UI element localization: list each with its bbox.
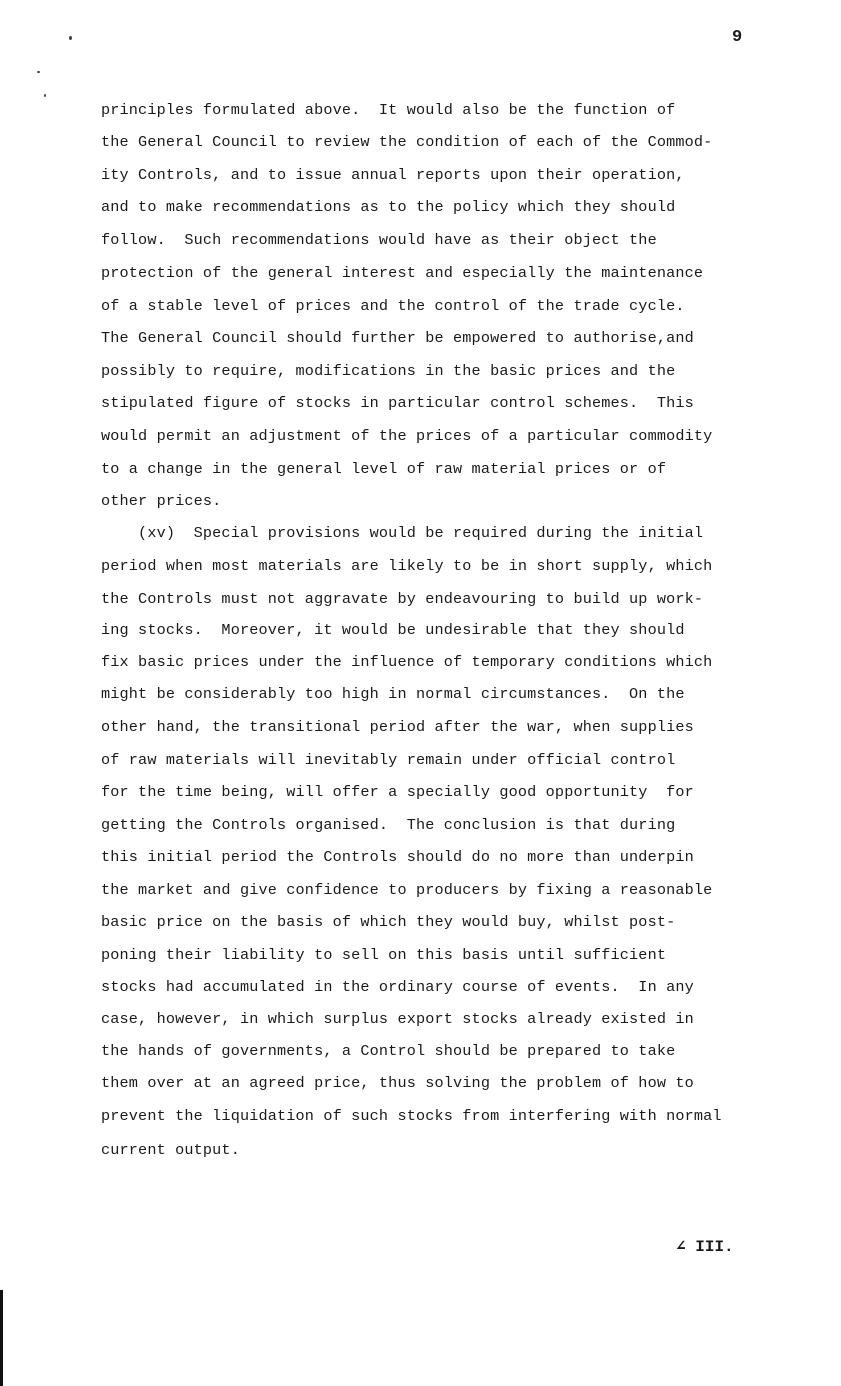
text-line: principles formulated above. It would also be the function of [101,101,676,119]
text-line: (xv) Special provisions would be required during the initial [101,524,704,542]
text-line: case, however, in which surplus export stocks already existed in [101,1010,694,1028]
text-line: the General Council to review the condition of each of the Commod- [101,133,713,151]
text-line: and to make recommendations as to the policy which they should [101,198,676,216]
text-line: them over at an agreed price, thus solving the problem of how to [101,1074,694,1092]
text-line: stipulated figure of stocks in particular control schemes. This [101,394,694,412]
text-line: other prices. [101,492,222,510]
text-line: other hand, the transitional period after the war, when supplies [101,718,694,736]
text-line: the market and give confidence to producers by fixing a reasonable [101,881,713,899]
text-line: of a stable level of prices and the control of the trade cycle. [101,297,685,315]
scan-speck [44,94,46,97]
scan-speck [69,36,72,40]
continuation-mark: ∠ III. [676,1238,734,1256]
text-line: basic price on the basis of which they would buy, whilst post- [101,913,676,931]
text-line: The General Council should further be empowered to authorise,and [101,329,694,347]
text-line: would permit an adjustment of the prices of a particular commodity [101,427,713,445]
page-number: 9 [732,28,743,47]
text-line: ity Controls, and to issue annual reports upon their operation, [101,166,685,184]
text-line: possibly to require, modifications in the basic prices and the [101,362,676,380]
scan-edge-bar [0,1290,3,1386]
text-line: this initial period the Controls should do no more than underpin [101,848,694,866]
text-line: follow. Such recommendations would have as their object the [101,231,657,249]
text-line: prevent the liquidation of such stocks from interfering with normal [101,1107,722,1125]
text-line: period when most materials are likely to be in short supply, which [101,557,713,575]
text-line: stocks had accumulated in the ordinary course of events. In any [101,978,694,996]
text-line: of raw materials will inevitably remain under official control [101,751,676,769]
scan-speck [37,71,40,73]
text-line: to a change in the general level of raw material prices or of [101,460,667,478]
text-line: might be considerably too high in normal circumstances. On the [101,685,685,703]
text-line: for the time being, will offer a specially good opportunity for [101,783,694,801]
text-line: getting the Controls organised. The conclusion is that during [101,816,676,834]
text-line: current output. [101,1141,240,1159]
text-line: protection of the general interest and especially the maintenance [101,264,704,282]
text-line: poning their liability to sell on this basis until sufficient [101,946,667,964]
text-line: the hands of governments, a Control should be prepared to take [101,1042,676,1060]
text-line: fix basic prices under the influence of temporary conditions which [101,653,713,671]
text-line: ing stocks. Moreover, it would be undesirable that they should [101,621,685,639]
text-line: the Controls must not aggravate by endeavouring to build up work- [101,590,704,608]
